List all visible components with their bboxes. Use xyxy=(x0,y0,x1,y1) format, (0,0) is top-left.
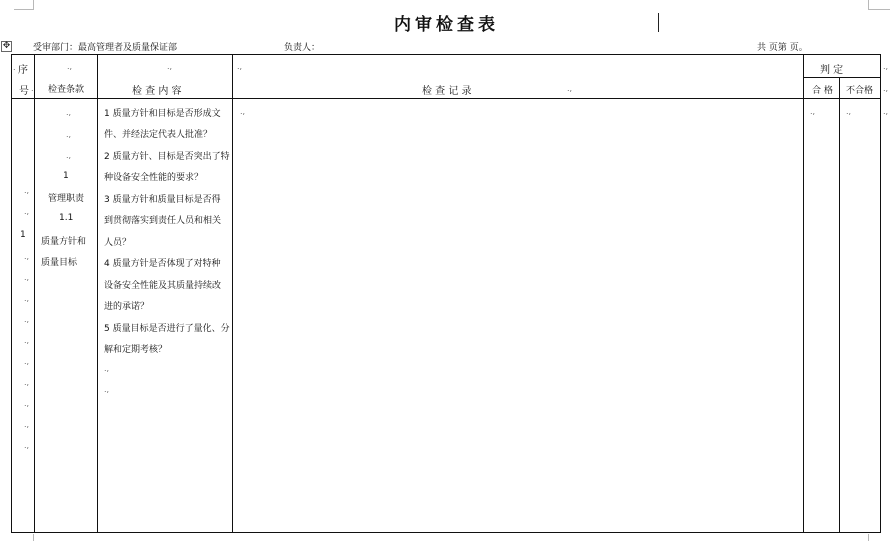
clause-name: 管理职责 xyxy=(48,194,85,204)
text-cursor xyxy=(658,13,659,32)
paragraph-mark: ., xyxy=(104,364,110,373)
header-fail: 不合格 xyxy=(846,86,874,96)
paragraph-mark: ., xyxy=(883,84,889,93)
content-line: 4 质量方针是否体现了对特种 xyxy=(104,259,221,269)
content-line: 1 质量方针和目标是否形成文 xyxy=(104,109,221,119)
header-content: 检 查 内 容 xyxy=(132,86,182,97)
content-line: 人员？ xyxy=(104,238,132,248)
clause-number: 1 xyxy=(63,171,69,181)
crop-mark-top-right-v xyxy=(868,0,869,10)
content-line: 进的承诺？ xyxy=(104,302,150,312)
column-divider-seq xyxy=(34,54,35,533)
content-line: 设备安全性能及其质量持续改 xyxy=(104,281,222,291)
paragraph-mark: ., xyxy=(883,107,889,116)
audited-department-value: 最高管理者及质量保证部 xyxy=(78,43,178,53)
paragraph-mark: ., xyxy=(24,252,30,261)
crop-mark-bottom-right-v xyxy=(868,534,869,541)
paragraph-mark: ., xyxy=(24,420,30,429)
paragraph-mark: ., xyxy=(24,294,30,303)
paragraph-mark: ., xyxy=(24,186,30,195)
column-divider-pass xyxy=(839,77,840,533)
crop-mark-top-left-v xyxy=(33,0,34,10)
content-line: 2 质量方针、目标是否突出了特 xyxy=(104,152,230,162)
paragraph-mark: ., xyxy=(24,378,30,387)
header-seq-top: 序 xyxy=(18,65,28,76)
header-seq-bottom: 号 xyxy=(19,86,29,97)
paragraph-mark: . xyxy=(13,63,16,72)
header-record: 检 查 记 录 xyxy=(422,86,472,97)
paragraph-mark: ., xyxy=(66,130,72,139)
paragraph-mark: ., xyxy=(24,357,30,366)
paragraph-mark: ., xyxy=(104,385,110,394)
page-count-text: 共 页第 页。 xyxy=(757,43,808,53)
header-pass: 合 格 xyxy=(812,86,833,96)
audited-department-label: 受审部门： xyxy=(33,43,79,53)
paragraph-mark: ., xyxy=(567,84,573,93)
table-move-handle-icon[interactable]: ✥ xyxy=(2,41,11,51)
paragraph-mark: ., xyxy=(24,315,30,324)
sub-clause-name-line-2: 质量目标 xyxy=(41,258,78,268)
paragraph-mark: ., xyxy=(237,62,243,71)
sub-clause-name-line-1: 质量方针和 xyxy=(41,237,87,247)
content-line: 种设备安全性能的要求？ xyxy=(104,173,204,183)
paragraph-mark: ., xyxy=(24,207,30,216)
content-line: 5 质量目标是否进行了量化、分 xyxy=(104,324,230,334)
header-judge: 判 定 xyxy=(820,65,844,76)
column-divider-content xyxy=(232,54,233,533)
table-border-right xyxy=(880,54,881,533)
crop-mark-bottom-left-v xyxy=(33,534,34,541)
header-divider-judge xyxy=(803,77,881,78)
paragraph-mark: ., xyxy=(810,107,816,116)
paragraph-mark: ., xyxy=(66,108,72,117)
content-line: 到贯彻落实到责任人员和相关 xyxy=(104,216,222,226)
content-line: 解和定期考核？ xyxy=(104,345,168,355)
table-border-left xyxy=(11,54,12,533)
content-line: 3 质量方针和质量目标是否得 xyxy=(104,195,221,205)
audited-department xyxy=(33,40,177,53)
paragraph-mark: ., xyxy=(240,107,246,116)
content-line: 件、并经法定代表人批准？ xyxy=(104,130,213,140)
header-clause: 检查条款 xyxy=(48,85,85,95)
table-border-bottom xyxy=(11,532,881,533)
document-title: 内审检查表 xyxy=(394,15,499,35)
column-divider-record xyxy=(803,54,804,533)
sub-clause-number: 1.1 xyxy=(59,213,74,223)
paragraph-mark: ., xyxy=(24,441,30,450)
responsible-person-label: 负责人： xyxy=(284,43,321,53)
row-seq-number: 1 xyxy=(20,230,26,240)
paragraph-mark: . xyxy=(31,84,34,93)
paragraph-mark: ., xyxy=(66,151,72,160)
column-divider-clause xyxy=(97,54,98,533)
paragraph-mark: ., xyxy=(24,273,30,282)
table-border-top xyxy=(11,54,881,55)
paragraph-mark: ., xyxy=(167,62,173,71)
paragraph-mark: ., xyxy=(24,399,30,408)
paragraph-mark: ., xyxy=(846,107,852,116)
paragraph-mark: ., xyxy=(67,62,73,71)
header-divider-bottom xyxy=(11,98,881,99)
paragraph-mark: ., xyxy=(883,62,889,71)
paragraph-mark: ., xyxy=(24,336,30,345)
